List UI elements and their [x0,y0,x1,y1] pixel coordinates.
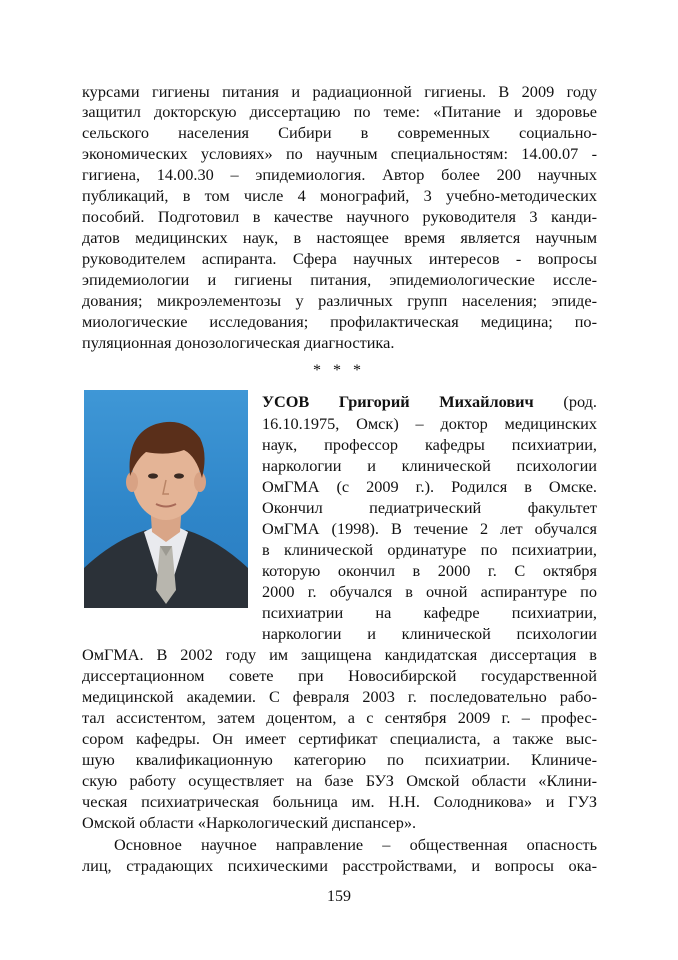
text-line: ОмГМА. В 2002 году им защищена кандидатская диссертация в [82,645,597,664]
text-line: лиц, страдающих психическими расстройствами, и вопросы ока- [82,856,597,875]
text-line: в клинической ординатуре по психиатрии, [262,540,597,559]
text-line: сором кафедры. Он имеет сертификат специалиста, а также выс- [82,729,597,748]
text-line: Основное научное направление – общественная опасность [114,835,597,854]
text-line: наркологии и клинической психологии [262,456,597,475]
text-line: наук, профессор кафедры психиатрии, [262,435,597,454]
text-line: Окончил педиатрический факультет [262,498,597,517]
text-line [262,392,597,412]
text-line: Омской области «Наркологический диспансер». [82,813,417,832]
text-line: скую работу осуществляет на базе БУЗ Омской области «Клини- [82,771,597,790]
section-separator: * * * [313,362,365,379]
text-line: шую квалификационную категорию по психиатрии. Клиниче- [82,750,597,769]
text-line: эпидемиологии и гигиены питания, эпидемиологические иссле- [82,270,597,289]
text-line: экономических условиях» по научным специальностям: 14.00.07 - [82,144,597,163]
text-line: ОмГМА (1998). В течение 2 лет обучался [262,519,597,538]
text-line: руководителем аспиранта. Сфера научных интересов - вопросы [82,249,597,268]
text-line: датов медицинских наук, в настоящее время является научным [82,228,597,247]
text-line: медицинской академии. С февраля 2003 г. последовательно рабо- [82,687,597,706]
text-line: гигиена, 14.00.30 – эпидемиология. Автор более 200 научных [82,165,597,184]
text-line: тал ассистентом, затем доцентом, а с сентября 2009 г. – профес- [82,708,597,727]
text-line: миологические исследования; профилактическая медицина; по- [82,312,597,331]
text-line: пособий. Подготовил в качестве научного руководителя 3 канди- [82,207,597,226]
text-fragment: (род. [533,392,597,411]
text-line: ОмГМА (с 2009 г.). Родился в Омске. [262,477,597,496]
text-line: ческая психиатрическая больница им. Н.Н. Солодникова» и ГУЗ [82,792,597,811]
text-line: 16.10.1975, Омск) – доктор медицинских [262,414,597,433]
text-line: защитил докторскую диссертацию по теме: «Питание и здоровье [82,102,597,121]
portrait-photo [84,390,248,608]
text-line: сельского населения Сибири в современных социально- [82,123,597,142]
text-line: публикаций, в том числе 4 монографий, 3 учебно-методических [82,186,597,205]
text-line: психиатрии на кафедре психиатрии, [262,603,597,622]
text-line: наркологии и клинической психологии [262,624,597,643]
person-name: УСОВ Григорий Михайлович [262,392,534,411]
text-line: дования; микроэлементозы у различных групп населения; эпиде- [82,291,597,310]
text-line: 2000 г. обучался в очной аспирантуре по [262,582,597,601]
text-line: диссертационном совете при Новосибирской государственной [82,666,597,685]
page-number: 159 [327,888,351,905]
text-line: курсами гигиены питания и радиационной гигиены. В 2009 году [82,82,597,101]
portrait-illustration [84,390,248,608]
text-line: которую окончил в 2000 г. С октября [262,561,597,580]
text-line: пуляционная донозологическая диагностика. [82,333,395,352]
